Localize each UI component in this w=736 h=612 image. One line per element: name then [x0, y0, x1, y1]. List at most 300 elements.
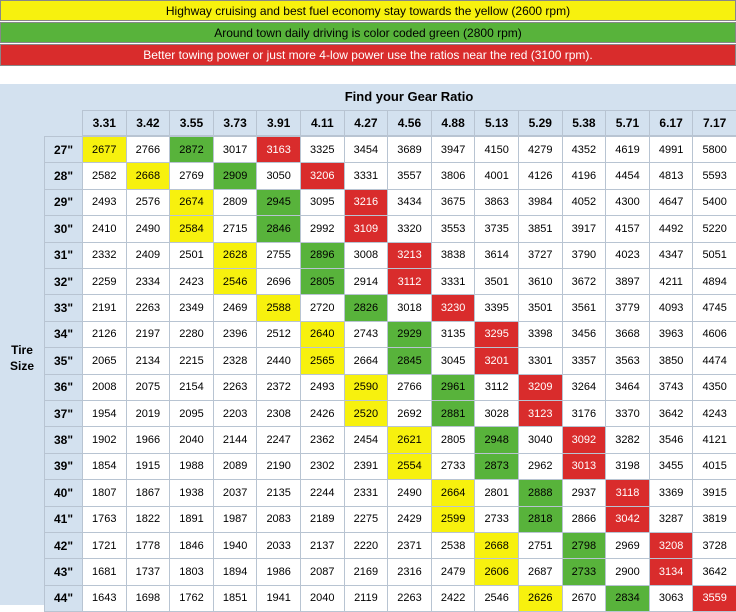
rpm-cell: 4745 [692, 294, 736, 321]
tire-size-cell: 35" [44, 347, 83, 374]
rpm-cell: 2900 [605, 558, 650, 585]
rpm-cell: 2696 [256, 268, 301, 295]
rpm-cell: 4052 [562, 189, 607, 216]
rpm-cell: 2664 [344, 347, 389, 374]
rpm-cell: 3553 [431, 215, 476, 242]
rpm-cell: 2247 [256, 426, 301, 453]
tire-size-cell: 28" [44, 162, 83, 189]
rpm-cell: 3331 [344, 162, 389, 189]
rpm-cell: 2396 [213, 321, 258, 348]
rpm-cell: 3963 [649, 321, 694, 348]
rpm-cell: 2929 [387, 321, 432, 348]
tire-size-cell: 29" [44, 189, 83, 216]
rpm-cell: 1940 [213, 532, 258, 559]
ratio-header: 4.56 [387, 110, 432, 136]
rpm-cell: 2554 [387, 453, 432, 480]
rpm-cell: 2798 [562, 532, 607, 559]
rpm-cell: 2961 [431, 374, 476, 401]
rpm-cell: 4300 [605, 189, 650, 216]
rpm-cell: 2809 [213, 189, 258, 216]
rpm-cell: 3370 [605, 400, 650, 427]
rpm-cell: 4023 [605, 242, 650, 269]
rpm-cell: 1894 [213, 558, 258, 585]
rpm-cell: 1681 [82, 558, 127, 585]
rpm-cell: 3123 [518, 400, 563, 427]
rpm-cell: 1986 [256, 558, 301, 585]
rpm-cell: 2479 [431, 558, 476, 585]
rpm-cell: 3095 [300, 189, 345, 216]
tire-size-cell: 31" [44, 242, 83, 269]
rpm-cell: 2818 [518, 506, 563, 533]
rpm-cell: 2962 [518, 453, 563, 480]
rpm-cell: 3013 [562, 453, 607, 480]
rpm-cell: 3743 [649, 374, 694, 401]
rpm-cell: 2189 [300, 506, 345, 533]
rpm-cell: 2263 [126, 294, 171, 321]
rpm-cell: 4279 [518, 136, 563, 163]
rpm-cell: 2190 [256, 453, 301, 480]
banner-highway [0, 0, 736, 21]
rpm-cell: 3557 [387, 162, 432, 189]
rpm-cell: 3614 [474, 242, 519, 269]
rpm-cell: 4619 [605, 136, 650, 163]
rpm-cell: 3320 [387, 215, 432, 242]
banner-town-text: Around town daily driving is color coded green (2800 rpm) [214, 26, 522, 40]
rpm-cell: 2733 [474, 506, 519, 533]
rpm-cell: 3216 [344, 189, 389, 216]
rpm-cell: 2677 [82, 136, 127, 163]
rpm-cell: 2423 [169, 268, 214, 295]
rpm-cell: 2316 [387, 558, 432, 585]
rpm-cell: 1941 [256, 585, 301, 612]
rpm-cell: 3727 [518, 242, 563, 269]
rpm-cell: 2169 [344, 558, 389, 585]
rpm-cell: 1763 [82, 506, 127, 533]
rpm-cell: 1846 [169, 532, 214, 559]
rpm-cell: 2308 [256, 400, 301, 427]
rpm-cell: 3819 [692, 506, 736, 533]
ratio-header: 5.29 [518, 110, 563, 136]
rpm-cell: 2119 [344, 585, 389, 612]
banner-towing-text: Better towing power or just more 4-low power use the ratios near the red (3100 rpm). [143, 48, 593, 62]
rpm-cell: 2937 [562, 479, 607, 506]
rpm-cell: 3456 [562, 321, 607, 348]
rpm-cell: 3672 [562, 268, 607, 295]
rpm-cell: 5800 [692, 136, 736, 163]
tire-size-cell: 37" [44, 400, 83, 427]
rpm-cell: 2670 [562, 585, 607, 612]
rpm-cell: 2668 [126, 162, 171, 189]
rpm-cell: 2197 [126, 321, 171, 348]
rpm-cell: 2220 [344, 532, 389, 559]
rpm-cell: 2493 [300, 374, 345, 401]
tire-size-cell: 39" [44, 453, 83, 480]
rpm-cell: 2083 [256, 506, 301, 533]
rpm-cell: 3063 [649, 585, 694, 612]
rpm-cell: 2590 [344, 374, 389, 401]
rpm-cell: 5220 [692, 215, 736, 242]
rpm-cell: 2215 [169, 347, 214, 374]
rpm-cell: 3008 [344, 242, 389, 269]
rpm-cell: 3325 [300, 136, 345, 163]
rpm-cell: 2520 [344, 400, 389, 427]
rpm-cell: 2263 [213, 374, 258, 401]
rpm-cell: 3331 [431, 268, 476, 295]
ratio-header: 3.42 [126, 110, 171, 136]
rpm-cell: 3209 [518, 374, 563, 401]
rpm-cell: 2546 [474, 585, 519, 612]
rpm-cell: 3454 [344, 136, 389, 163]
rpm-cell: 2302 [300, 453, 345, 480]
rpm-cell: 4121 [692, 426, 736, 453]
rpm-cell: 3947 [431, 136, 476, 163]
tire-size-label-text: Tire Size [9, 342, 34, 373]
rpm-cell: 2422 [431, 585, 476, 612]
rpm-cell: 4606 [692, 321, 736, 348]
rpm-cell: 3728 [692, 532, 736, 559]
rpm-cell: 2626 [518, 585, 563, 612]
table-title: Find your Gear Ratio [344, 89, 474, 104]
rpm-cell: 4157 [605, 215, 650, 242]
rpm-cell: 2909 [213, 162, 258, 189]
rpm-cell: 3264 [562, 374, 607, 401]
rpm-cell: 3455 [649, 453, 694, 480]
rpm-cell: 2751 [518, 532, 563, 559]
rpm-cell: 3163 [256, 136, 301, 163]
rpm-cell: 2873 [474, 453, 519, 480]
rpm-cell: 4492 [649, 215, 694, 242]
banner-town [0, 22, 736, 43]
rpm-cell: 3501 [474, 268, 519, 295]
rpm-cell: 2391 [344, 453, 389, 480]
rpm-cell: 1987 [213, 506, 258, 533]
rpm-cell: 2766 [126, 136, 171, 163]
rpm-cell: 1803 [169, 558, 214, 585]
ratio-header: 5.13 [474, 110, 519, 136]
ratio-header: 4.88 [431, 110, 476, 136]
rpm-cell: 2668 [474, 532, 519, 559]
rpm-cell: 2866 [562, 506, 607, 533]
rpm-cell: 2576 [126, 189, 171, 216]
rpm-cell: 1938 [169, 479, 214, 506]
ratio-header: 3.31 [82, 110, 127, 136]
rpm-cell: 3689 [387, 136, 432, 163]
rpm-cell: 3398 [518, 321, 563, 348]
rpm-cell: 2845 [387, 347, 432, 374]
tire-size-cell: 33" [44, 294, 83, 321]
rpm-cell: 2546 [213, 268, 258, 295]
tire-size-cell: 41" [44, 506, 83, 533]
tire-size-cell: 42" [44, 532, 83, 559]
rpm-cell: 3282 [605, 426, 650, 453]
rpm-cell: 4454 [605, 162, 650, 189]
rpm-cell: 2263 [387, 585, 432, 612]
tire-size-cell: 32" [44, 268, 83, 295]
rpm-cell: 1854 [82, 453, 127, 480]
rpm-cell: 3917 [562, 215, 607, 242]
rpm-cell: 2948 [474, 426, 519, 453]
rpm-cell: 2490 [126, 215, 171, 242]
rpm-cell: 2888 [518, 479, 563, 506]
rpm-cell: 2766 [387, 374, 432, 401]
tire-size-cell: 38" [44, 426, 83, 453]
rpm-cell: 3434 [387, 189, 432, 216]
rpm-cell: 2037 [213, 479, 258, 506]
rpm-cell: 4015 [692, 453, 736, 480]
rpm-cell: 2640 [300, 321, 345, 348]
rpm-cell: 3042 [605, 506, 650, 533]
rpm-cell: 3213 [387, 242, 432, 269]
rpm-cell: 2332 [82, 242, 127, 269]
rpm-cell: 2426 [300, 400, 345, 427]
rpm-cell: 2065 [82, 347, 127, 374]
rpm-cell: 3230 [431, 294, 476, 321]
rpm-cell: 2203 [213, 400, 258, 427]
rpm-cell: 2588 [256, 294, 301, 321]
ratio-header: 4.27 [344, 110, 389, 136]
rpm-cell: 2992 [300, 215, 345, 242]
rpm-cell: 1954 [82, 400, 127, 427]
rpm-cell: 2244 [300, 479, 345, 506]
tire-size-cell: 43" [44, 558, 83, 585]
rpm-cell: 2805 [300, 268, 345, 295]
rpm-cell: 2687 [518, 558, 563, 585]
rpm-cell: 3135 [431, 321, 476, 348]
rpm-cell: 3206 [300, 162, 345, 189]
rpm-cell: 3201 [474, 347, 519, 374]
rpm-cell: 3050 [256, 162, 301, 189]
rpm-cell: 1851 [213, 585, 258, 612]
ratio-header: 3.55 [169, 110, 214, 136]
rpm-cell: 3735 [474, 215, 519, 242]
rpm-cell: 2334 [126, 268, 171, 295]
rpm-cell: 2755 [256, 242, 301, 269]
rpm-cell: 4243 [692, 400, 736, 427]
rpm-cell: 3301 [518, 347, 563, 374]
ratio-header: 5.71 [605, 110, 650, 136]
rpm-cell: 3176 [562, 400, 607, 427]
rpm-cell: 2896 [300, 242, 345, 269]
rpm-cell: 2275 [344, 506, 389, 533]
ratio-header: 3.73 [213, 110, 258, 136]
tire-size-cell: 30" [44, 215, 83, 242]
rpm-cell: 2584 [169, 215, 214, 242]
rpm-cell: 2429 [387, 506, 432, 533]
rpm-cell: 2040 [300, 585, 345, 612]
rpm-cell: 2008 [82, 374, 127, 401]
rpm-cell: 3863 [474, 189, 519, 216]
rpm-cell: 2621 [387, 426, 432, 453]
rpm-cell: 3208 [649, 532, 694, 559]
rpm-cell: 2349 [169, 294, 214, 321]
rpm-cell: 2969 [605, 532, 650, 559]
rpm-cell: 4352 [562, 136, 607, 163]
rpm-cell: 3501 [518, 294, 563, 321]
rpm-cell: 4474 [692, 347, 736, 374]
ratio-header: 6.17 [649, 110, 694, 136]
rpm-cell: 1778 [126, 532, 171, 559]
rpm-cell: 4647 [649, 189, 694, 216]
rpm-cell: 3357 [562, 347, 607, 374]
rpm-cell: 3017 [213, 136, 258, 163]
rpm-cell: 3112 [387, 268, 432, 295]
rpm-cell: 2154 [169, 374, 214, 401]
rpm-cell: 2945 [256, 189, 301, 216]
rpm-cell: 4001 [474, 162, 519, 189]
rpm-cell: 3018 [387, 294, 432, 321]
rpm-cell: 3112 [474, 374, 519, 401]
tire-size-label [0, 110, 44, 605]
rpm-cell: 2501 [169, 242, 214, 269]
rpm-cell: 3675 [431, 189, 476, 216]
rpm-cell: 4991 [649, 136, 694, 163]
rpm-cell: 1915 [126, 453, 171, 480]
rpm-cell: 2362 [300, 426, 345, 453]
rpm-cell: 3642 [692, 558, 736, 585]
rpm-cell: 2872 [169, 136, 214, 163]
rpm-cell: 2914 [344, 268, 389, 295]
rpm-cell: 2135 [256, 479, 301, 506]
rpm-cell: 2075 [126, 374, 171, 401]
rpm-cell: 3610 [518, 268, 563, 295]
rpm-cell: 2582 [82, 162, 127, 189]
rpm-cell: 3464 [605, 374, 650, 401]
banner-towing [0, 44, 736, 66]
rpm-cell: 2331 [344, 479, 389, 506]
gear-ratio-table [0, 84, 736, 605]
rpm-cell: 2280 [169, 321, 214, 348]
rpm-cell: 1762 [169, 585, 214, 612]
rpm-cell: 2733 [431, 453, 476, 480]
rpm-cell: 4150 [474, 136, 519, 163]
rpm-cell: 1966 [126, 426, 171, 453]
rpm-cell: 4126 [518, 162, 563, 189]
rpm-cell: 2144 [213, 426, 258, 453]
rpm-cell: 4196 [562, 162, 607, 189]
rpm-cell: 1698 [126, 585, 171, 612]
rpm-cell: 2834 [605, 585, 650, 612]
rpm-cell: 1891 [169, 506, 214, 533]
rpm-cell: 2801 [474, 479, 519, 506]
rpm-cell: 4350 [692, 374, 736, 401]
rpm-cell: 3369 [649, 479, 694, 506]
rpm-cell: 2715 [213, 215, 258, 242]
tire-size-cell: 34" [44, 321, 83, 348]
rpm-cell: 2606 [474, 558, 519, 585]
rpm-cell: 3897 [605, 268, 650, 295]
rpm-cell: 2191 [82, 294, 127, 321]
rpm-cell: 1737 [126, 558, 171, 585]
rpm-cell: 3040 [518, 426, 563, 453]
rpm-cell: 3134 [649, 558, 694, 585]
rpm-cell: 3295 [474, 321, 519, 348]
rpm-cell: 3984 [518, 189, 563, 216]
tire-size-cell: 27" [44, 136, 83, 163]
rpm-cell: 5593 [692, 162, 736, 189]
rpm-cell: 3028 [474, 400, 519, 427]
ratio-header: 5.38 [562, 110, 607, 136]
rpm-cell: 2599 [431, 506, 476, 533]
rpm-cell: 3850 [649, 347, 694, 374]
rpm-cell: 2372 [256, 374, 301, 401]
rpm-cell: 2033 [256, 532, 301, 559]
ratio-header: 3.91 [256, 110, 301, 136]
rpm-cell: 4813 [649, 162, 694, 189]
rpm-cell: 2769 [169, 162, 214, 189]
rpm-cell: 3668 [605, 321, 650, 348]
banner-highway-text: Highway cruising and best fuel economy stay towards the yellow (2600 rpm) [165, 4, 571, 18]
rpm-cell: 3563 [605, 347, 650, 374]
rpm-cell: 3395 [474, 294, 519, 321]
rpm-cell: 2628 [213, 242, 258, 269]
rpm-cell: 2826 [344, 294, 389, 321]
rpm-cell: 1867 [126, 479, 171, 506]
rpm-cell: 1822 [126, 506, 171, 533]
rpm-cell: 3779 [605, 294, 650, 321]
rpm-cell: 2692 [387, 400, 432, 427]
rpm-cell: 3851 [518, 215, 563, 242]
rpm-cell: 4347 [649, 242, 694, 269]
rpm-cell: 1643 [82, 585, 127, 612]
rpm-cell: 2040 [169, 426, 214, 453]
rpm-cell: 3790 [562, 242, 607, 269]
tire-size-cell: 40" [44, 479, 83, 506]
rpm-cell: 2371 [387, 532, 432, 559]
rpm-cell: 2134 [126, 347, 171, 374]
rpm-cell: 2805 [431, 426, 476, 453]
rpm-cell: 2881 [431, 400, 476, 427]
tire-size-cell: 44" [44, 585, 83, 612]
rpm-cell: 3118 [605, 479, 650, 506]
rpm-cell: 2733 [562, 558, 607, 585]
rpm-cell: 3045 [431, 347, 476, 374]
rpm-cell: 3287 [649, 506, 694, 533]
rpm-cell: 2328 [213, 347, 258, 374]
rpm-cell: 2720 [300, 294, 345, 321]
rpm-cell: 2743 [344, 321, 389, 348]
rpm-cell: 4211 [649, 268, 694, 295]
rpm-cell: 2095 [169, 400, 214, 427]
rpm-cell: 2454 [344, 426, 389, 453]
rpm-cell: 2019 [126, 400, 171, 427]
rpm-cell: 1721 [82, 532, 127, 559]
tire-size-cell: 36" [44, 374, 83, 401]
rpm-cell: 2538 [431, 532, 476, 559]
rpm-cell: 3806 [431, 162, 476, 189]
rpm-cell: 2089 [213, 453, 258, 480]
rpm-cell: 2490 [387, 479, 432, 506]
rpm-cell: 1807 [82, 479, 127, 506]
rpm-cell: 2137 [300, 532, 345, 559]
rpm-cell: 1988 [169, 453, 214, 480]
rpm-cell: 3838 [431, 242, 476, 269]
ratio-header: 4.11 [300, 110, 345, 136]
rpm-cell: 3559 [692, 585, 736, 612]
rpm-cell: 2259 [82, 268, 127, 295]
rpm-cell: 3092 [562, 426, 607, 453]
rpm-cell: 2469 [213, 294, 258, 321]
rpm-cell: 3561 [562, 294, 607, 321]
rpm-cell: 2512 [256, 321, 301, 348]
rpm-cell: 3915 [692, 479, 736, 506]
rpm-cell: 2674 [169, 189, 214, 216]
rpm-cell: 1902 [82, 426, 127, 453]
rpm-cell: 3198 [605, 453, 650, 480]
rpm-cell: 2087 [300, 558, 345, 585]
rpm-cell: 2409 [126, 242, 171, 269]
rpm-cell: 2664 [431, 479, 476, 506]
ratio-header: 7.17 [692, 110, 736, 136]
